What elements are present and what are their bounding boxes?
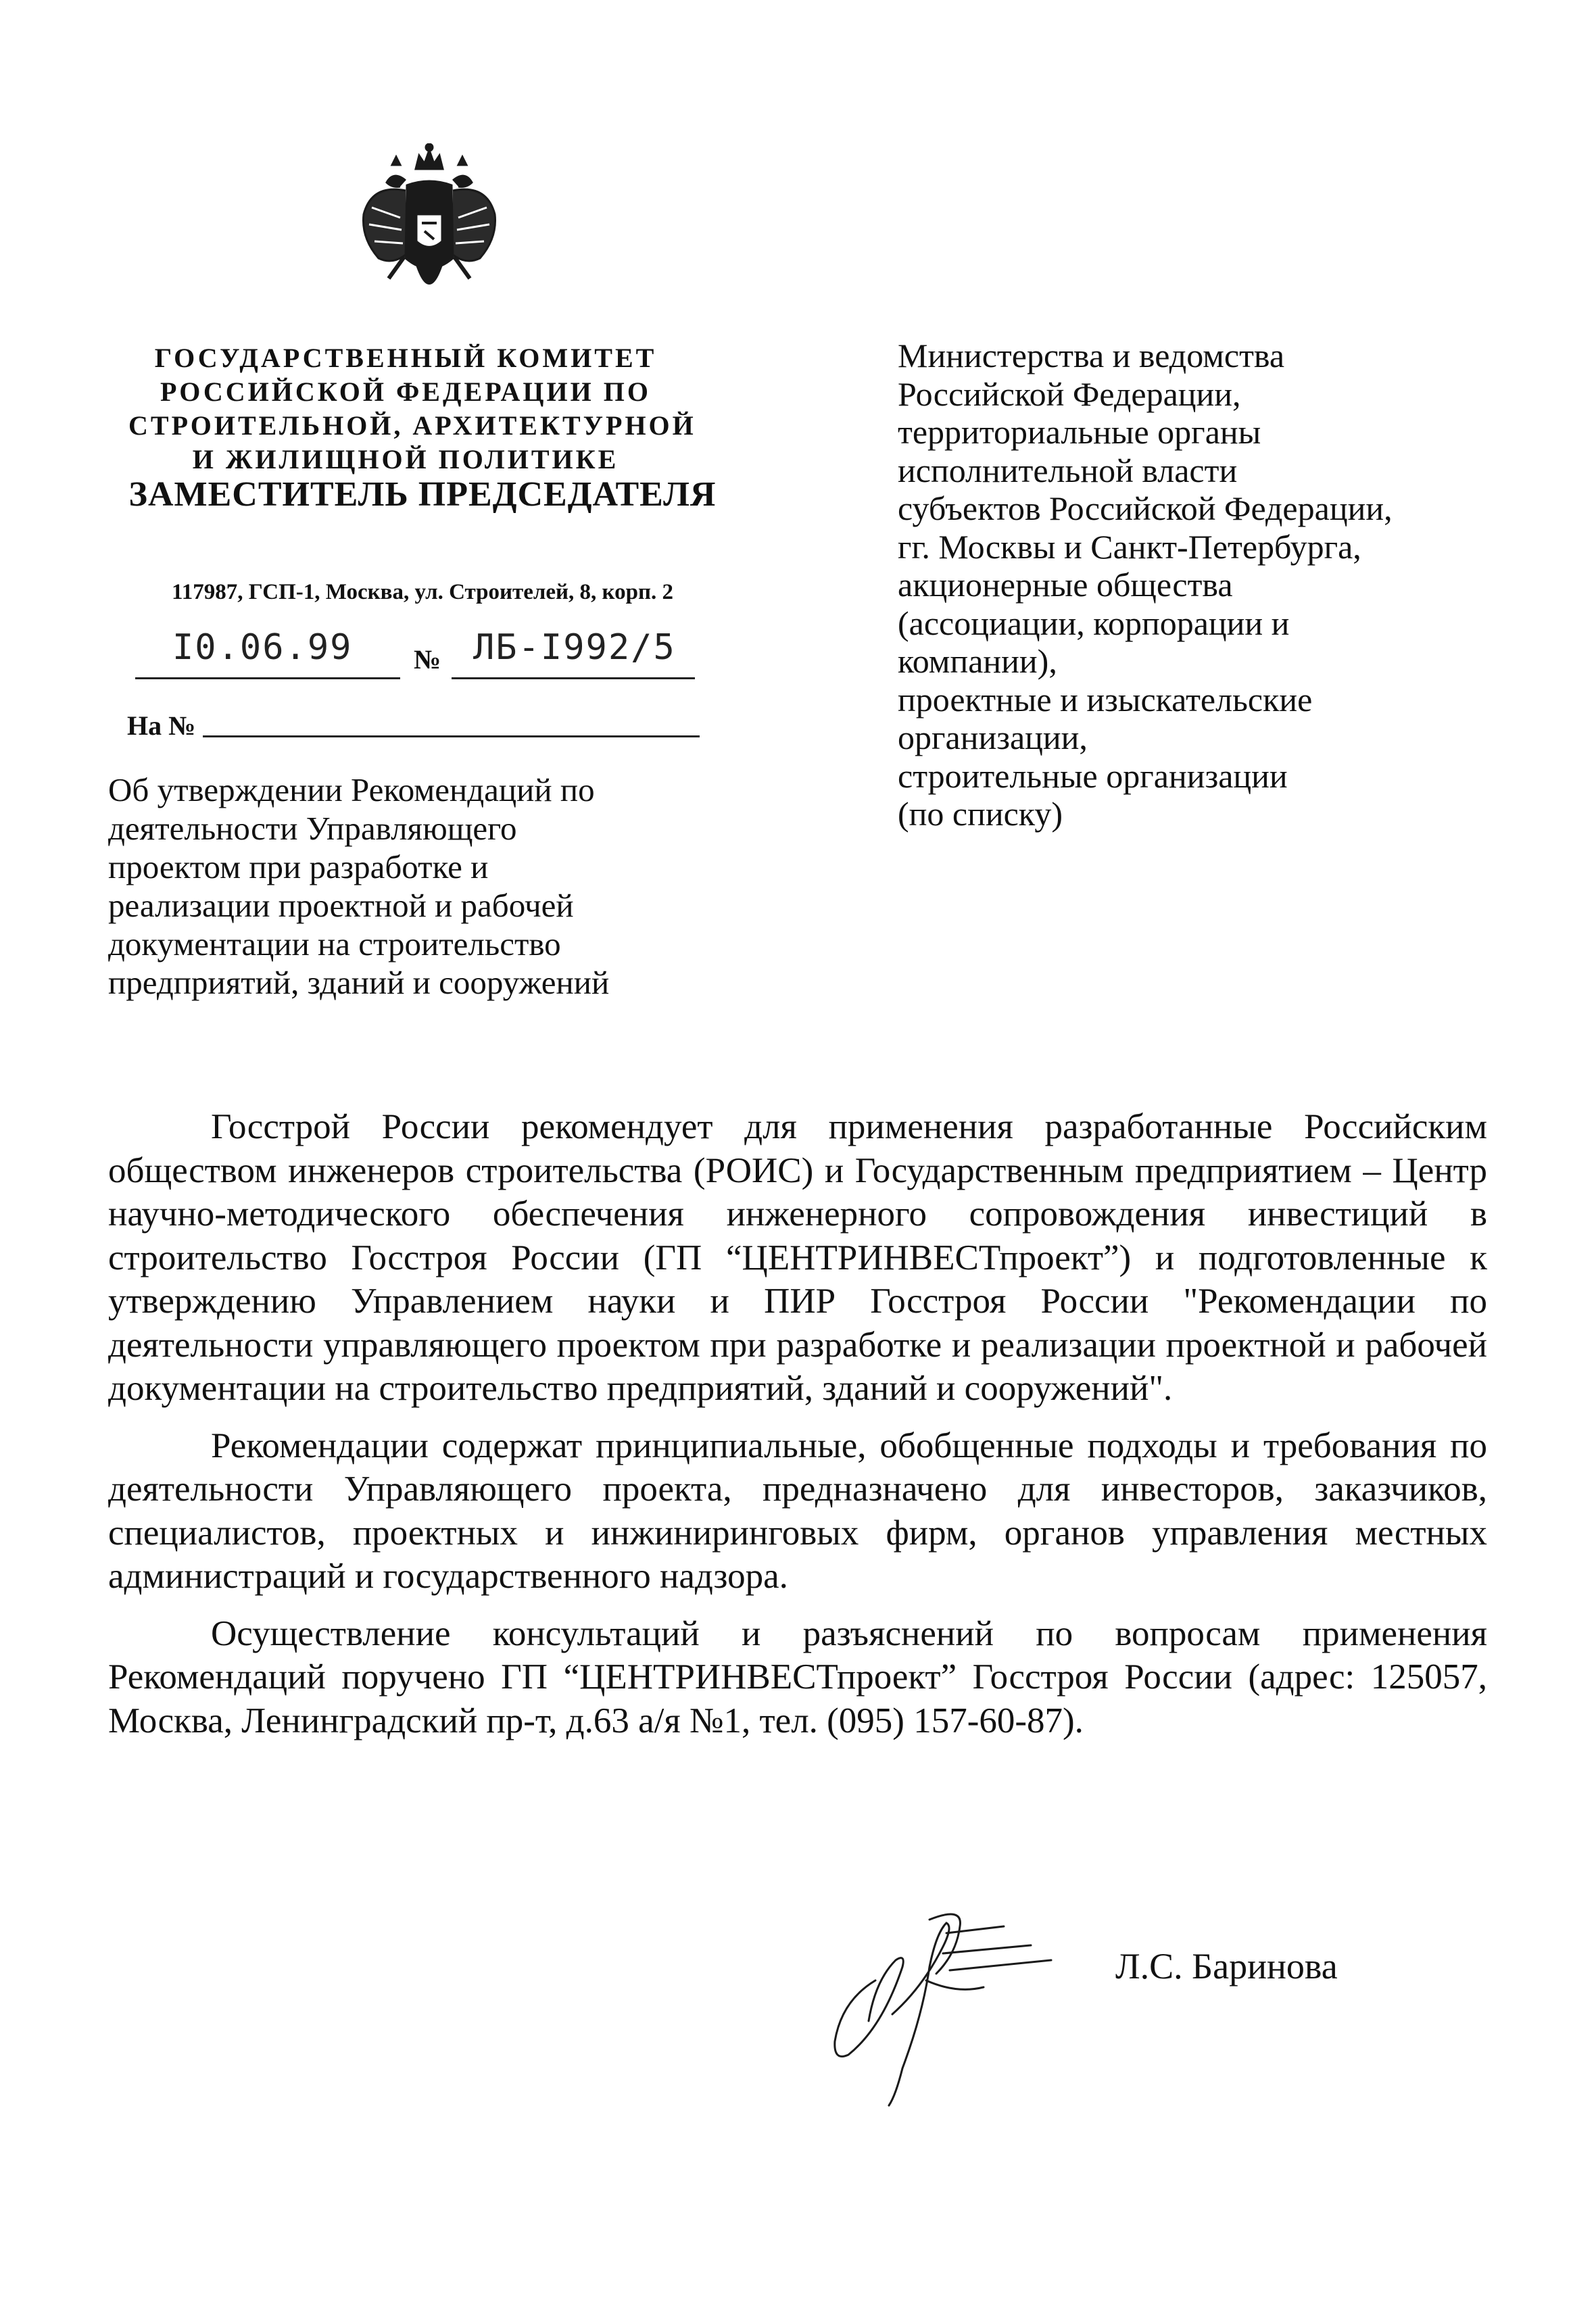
subject-line: деятельности Управляющего (108, 810, 517, 847)
recipient-line: Российской Федерации, (898, 374, 1241, 413)
recipient-line: проектные и изыскательские (898, 680, 1313, 718)
date-underline (135, 677, 400, 679)
organization-line: РОССИЙСКОЙ ФЕДЕРАЦИИ ПО (160, 376, 651, 407)
recipient-line: организации, (898, 718, 1088, 756)
handwritten-signature (828, 1906, 1058, 2109)
signer-name: Л.С. Баринова (1115, 1946, 1338, 1987)
subject-line: предприятий, зданий и сооружений (108, 964, 610, 1001)
organization-name (128, 341, 696, 477)
recipient-line: строительные организации (898, 756, 1288, 795)
organization-line: И ЖИЛИЩНОЙ ПОЛИТИКЕ (192, 444, 619, 474)
recipient-line: компании), (898, 642, 1057, 680)
reference-label: На № (127, 710, 196, 741)
reference-underline (203, 735, 700, 737)
document-date: I0.06.99 (172, 627, 353, 668)
document-subject (108, 771, 730, 1002)
recipient-line: (ассоциации, корпорации и (898, 604, 1290, 642)
recipient-line: территориальные органы (898, 413, 1261, 451)
sender-address: 117987, ГСП-1, Москва, ул. Строителей, 8, корп. 2 (172, 580, 673, 604)
subject-line: проектом при разработке и (108, 848, 489, 885)
recipient-line: (по списку) (898, 795, 1063, 833)
organization-line: СТРОИТЕЛЬНОЙ, АРХИТЕКТУРНОЙ (128, 410, 696, 441)
body-paragraph: Госстрой России рекомендует для применения разработанные Российским обществом инженеров строительства (РОИС) и Государственным предприятием – Центр научно-методического обеспечения инженерного сопровождения инвестиций в строительство Госстроя России (ГП “ЦЕНТРИНВЕСТпроект”) и подготовленные к утверждению Управлением науки и ПИР Госстроя России "Рекомендации по деятельности управляющего проектом при разработке и реализации проектной и рабочей документации на строительство предприятий, зданий и сооружений". (108, 1107, 1487, 1408)
letter-body (108, 1105, 1487, 1756)
organization-line: ГОСУДАРСТВЕННЫЙ КОМИТЕТ (154, 343, 657, 373)
recipient-line: исполнительной власти (898, 451, 1238, 489)
recipient-line: акционерные общества (898, 566, 1233, 604)
document-number: ЛБ-I992/5 (473, 627, 676, 668)
body-paragraph: Рекомендации содержат принципиальные, обобщенные подходы и требования по деятельности Управляющего проекта, предназначено для инвесторов, заказчиков, специалистов, проектных и инжиниринговых фирм, органов управления местных администраций и государственного надзора. (108, 1425, 1487, 1596)
subject-line: документации на строительство (108, 925, 561, 962)
coat-of-arms-emblem (352, 143, 507, 308)
recipient-line: гг. Москвы и Санкт-Петербурга, (898, 527, 1361, 566)
body-paragraph: Осуществление консультаций и разъяснений по вопросам применения Рекомендаций поручено ГП “ЦЕНТРИНВЕСТпроект” Госстроя России (адрес: 125057, Москва, Ленинградский пр-т, д.63 а/я №1, тел. (095) 157-60-87). (108, 1613, 1487, 1740)
subject-line: Об утверждении Рекомендаций по (108, 771, 595, 808)
position-title: ЗАМЕСТИТЕЛЬ ПРЕДСЕДАТЕЛЯ (128, 475, 717, 514)
recipient-line: субъектов Российской Федерации, (898, 489, 1393, 527)
recipients-block (898, 337, 1533, 833)
number-label: № (414, 644, 441, 675)
subject-line: реализации проектной и рабочей (108, 887, 574, 924)
number-underline (452, 677, 695, 679)
recipient-line: Министерства и ведомства (898, 337, 1285, 374)
